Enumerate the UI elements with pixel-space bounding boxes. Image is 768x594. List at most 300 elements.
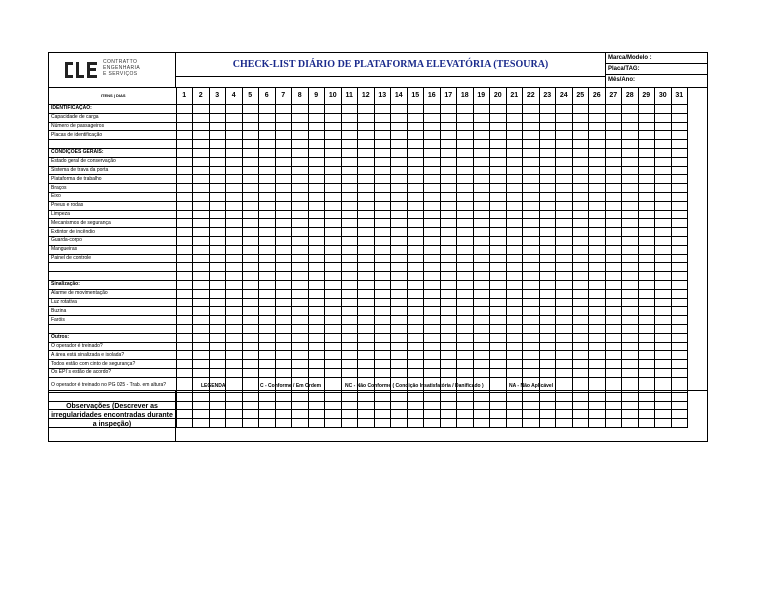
check-cell[interactable] (308, 219, 325, 228)
check-cell[interactable] (572, 105, 589, 114)
check-cell[interactable] (325, 307, 342, 316)
check-cell[interactable] (556, 298, 573, 307)
check-cell[interactable] (193, 192, 210, 201)
check-cell[interactable] (341, 254, 358, 263)
check-cell[interactable] (622, 245, 639, 254)
check-cell[interactable] (374, 184, 391, 193)
check-cell[interactable] (572, 360, 589, 369)
check-cell[interactable] (539, 175, 556, 184)
check-cell[interactable] (572, 392, 589, 401)
check-cell[interactable] (176, 419, 193, 428)
check-cell[interactable] (407, 401, 424, 410)
check-cell[interactable] (358, 401, 375, 410)
check-cell[interactable] (358, 254, 375, 263)
check-cell[interactable] (655, 298, 672, 307)
check-cell[interactable] (671, 419, 688, 428)
check-cell[interactable] (209, 254, 226, 263)
check-cell[interactable] (605, 105, 622, 114)
check-cell[interactable] (292, 131, 309, 140)
check-cell[interactable] (457, 254, 474, 263)
check-cell[interactable] (424, 236, 441, 245)
check-cell[interactable] (242, 280, 259, 289)
check-cell[interactable] (506, 333, 523, 342)
check-cell[interactable] (358, 210, 375, 219)
check-cell[interactable] (259, 280, 276, 289)
check-cell[interactable] (622, 219, 639, 228)
check-cell[interactable] (176, 210, 193, 219)
check-cell[interactable] (259, 272, 276, 281)
check-cell[interactable] (176, 307, 193, 316)
check-cell[interactable] (308, 254, 325, 263)
check-cell[interactable] (226, 105, 243, 114)
check-cell[interactable] (572, 307, 589, 316)
check-cell[interactable] (358, 298, 375, 307)
check-cell[interactable] (638, 175, 655, 184)
check-cell[interactable] (556, 324, 573, 333)
check-cell[interactable] (374, 351, 391, 360)
check-cell[interactable] (407, 166, 424, 175)
check-cell[interactable] (292, 324, 309, 333)
check-cell[interactable] (556, 307, 573, 316)
check-cell[interactable] (193, 105, 210, 114)
check-cell[interactable] (275, 324, 292, 333)
check-cell[interactable] (655, 245, 672, 254)
check-cell[interactable] (275, 166, 292, 175)
check-cell[interactable] (457, 289, 474, 298)
check-cell[interactable] (242, 175, 259, 184)
check-cell[interactable] (226, 360, 243, 369)
check-cell[interactable] (358, 307, 375, 316)
check-cell[interactable] (308, 342, 325, 351)
tag-field[interactable]: Placa/TAG: (606, 64, 707, 75)
check-cell[interactable] (440, 245, 457, 254)
check-cell[interactable] (275, 351, 292, 360)
check-cell[interactable] (325, 140, 342, 149)
check-cell[interactable] (556, 368, 573, 377)
check-cell[interactable] (589, 236, 606, 245)
check-cell[interactable] (457, 419, 474, 428)
check-cell[interactable] (193, 219, 210, 228)
check-cell[interactable] (308, 289, 325, 298)
check-cell[interactable] (506, 272, 523, 281)
check-cell[interactable] (259, 236, 276, 245)
check-cell[interactable] (176, 105, 193, 114)
check-cell[interactable] (275, 131, 292, 140)
check-cell[interactable] (589, 289, 606, 298)
check-cell[interactable] (407, 148, 424, 157)
check-cell[interactable] (242, 113, 259, 122)
check-cell[interactable] (506, 360, 523, 369)
check-cell[interactable] (572, 245, 589, 254)
check-cell[interactable] (176, 324, 193, 333)
check-cell[interactable] (209, 192, 226, 201)
check-cell[interactable] (341, 201, 358, 210)
check-cell[interactable] (209, 105, 226, 114)
check-cell[interactable] (655, 280, 672, 289)
check-cell[interactable] (671, 368, 688, 377)
check-cell[interactable] (374, 148, 391, 157)
check-cell[interactable] (275, 368, 292, 377)
check-cell[interactable] (638, 272, 655, 281)
check-cell[interactable] (226, 419, 243, 428)
check-cell[interactable] (424, 324, 441, 333)
check-cell[interactable] (490, 410, 507, 419)
check-cell[interactable] (572, 228, 589, 237)
check-cell[interactable] (292, 245, 309, 254)
check-cell[interactable] (193, 131, 210, 140)
check-cell[interactable] (490, 307, 507, 316)
check-cell[interactable] (242, 263, 259, 272)
check-cell[interactable] (490, 192, 507, 201)
check-cell[interactable] (572, 263, 589, 272)
check-cell[interactable] (209, 419, 226, 428)
check-cell[interactable] (308, 360, 325, 369)
check-cell[interactable] (473, 401, 490, 410)
check-cell[interactable] (424, 280, 441, 289)
check-cell[interactable] (176, 113, 193, 122)
check-cell[interactable] (556, 131, 573, 140)
check-cell[interactable] (523, 392, 540, 401)
check-cell[interactable] (407, 201, 424, 210)
check-cell[interactable] (605, 333, 622, 342)
check-cell[interactable] (457, 228, 474, 237)
check-cell[interactable] (589, 272, 606, 281)
check-cell[interactable] (374, 263, 391, 272)
check-cell[interactable] (226, 148, 243, 157)
check-cell[interactable] (523, 192, 540, 201)
check-cell[interactable] (572, 419, 589, 428)
check-cell[interactable] (506, 401, 523, 410)
check-cell[interactable] (242, 342, 259, 351)
check-cell[interactable] (655, 166, 672, 175)
check-cell[interactable] (308, 280, 325, 289)
check-cell[interactable] (374, 105, 391, 114)
check-cell[interactable] (440, 324, 457, 333)
check-cell[interactable] (622, 324, 639, 333)
check-cell[interactable] (407, 175, 424, 184)
check-cell[interactable] (655, 131, 672, 140)
check-cell[interactable] (226, 210, 243, 219)
check-cell[interactable] (556, 228, 573, 237)
check-cell[interactable] (391, 333, 408, 342)
check-cell[interactable] (407, 316, 424, 325)
check-cell[interactable] (638, 342, 655, 351)
check-cell[interactable] (226, 192, 243, 201)
check-cell[interactable] (655, 289, 672, 298)
check-cell[interactable] (424, 368, 441, 377)
check-cell[interactable] (358, 122, 375, 131)
check-cell[interactable] (358, 105, 375, 114)
check-cell[interactable] (242, 392, 259, 401)
check-cell[interactable] (242, 401, 259, 410)
check-cell[interactable] (490, 175, 507, 184)
check-cell[interactable] (407, 342, 424, 351)
check-cell[interactable] (490, 298, 507, 307)
check-cell[interactable] (589, 228, 606, 237)
check-cell[interactable] (341, 245, 358, 254)
check-cell[interactable] (473, 201, 490, 210)
check-cell[interactable] (556, 419, 573, 428)
check-cell[interactable] (358, 342, 375, 351)
check-cell[interactable] (275, 280, 292, 289)
check-cell[interactable] (506, 307, 523, 316)
check-cell[interactable] (440, 105, 457, 114)
check-cell[interactable] (275, 360, 292, 369)
check-cell[interactable] (325, 351, 342, 360)
check-cell[interactable] (424, 245, 441, 254)
check-cell[interactable] (490, 360, 507, 369)
check-cell[interactable] (308, 316, 325, 325)
check-cell[interactable] (374, 298, 391, 307)
check-cell[interactable] (622, 236, 639, 245)
check-cell[interactable] (341, 324, 358, 333)
check-cell[interactable] (275, 122, 292, 131)
check-cell[interactable] (275, 157, 292, 166)
check-cell[interactable] (242, 410, 259, 419)
check-cell[interactable] (605, 157, 622, 166)
check-cell[interactable] (638, 201, 655, 210)
check-cell[interactable] (523, 140, 540, 149)
check-cell[interactable] (193, 392, 210, 401)
check-cell[interactable] (572, 254, 589, 263)
check-cell[interactable] (358, 157, 375, 166)
check-cell[interactable] (275, 228, 292, 237)
check-cell[interactable] (176, 410, 193, 419)
check-cell[interactable] (407, 410, 424, 419)
check-cell[interactable] (374, 360, 391, 369)
check-cell[interactable] (589, 419, 606, 428)
check-cell[interactable] (176, 333, 193, 342)
check-cell[interactable] (605, 210, 622, 219)
check-cell[interactable] (374, 316, 391, 325)
check-cell[interactable] (391, 157, 408, 166)
check-cell[interactable] (226, 228, 243, 237)
check-cell[interactable] (275, 254, 292, 263)
check-cell[interactable] (209, 148, 226, 157)
check-cell[interactable] (424, 157, 441, 166)
check-cell[interactable] (556, 175, 573, 184)
check-cell[interactable] (341, 157, 358, 166)
check-cell[interactable] (556, 105, 573, 114)
check-cell[interactable] (440, 401, 457, 410)
check-cell[interactable] (242, 166, 259, 175)
check-cell[interactable] (193, 263, 210, 272)
check-cell[interactable] (325, 184, 342, 193)
check-cell[interactable] (341, 219, 358, 228)
check-cell[interactable] (490, 333, 507, 342)
check-cell[interactable] (490, 105, 507, 114)
check-cell[interactable] (259, 351, 276, 360)
check-cell[interactable] (308, 184, 325, 193)
check-cell[interactable] (391, 219, 408, 228)
check-cell[interactable] (424, 342, 441, 351)
check-cell[interactable] (671, 219, 688, 228)
check-cell[interactable] (622, 360, 639, 369)
check-cell[interactable] (523, 122, 540, 131)
check-cell[interactable] (539, 236, 556, 245)
check-cell[interactable] (539, 201, 556, 210)
check-cell[interactable] (638, 140, 655, 149)
check-cell[interactable] (655, 351, 672, 360)
check-cell[interactable] (391, 316, 408, 325)
check-cell[interactable] (671, 245, 688, 254)
check-cell[interactable] (226, 289, 243, 298)
check-cell[interactable] (407, 392, 424, 401)
check-cell[interactable] (622, 131, 639, 140)
check-cell[interactable] (440, 219, 457, 228)
check-cell[interactable] (374, 333, 391, 342)
check-cell[interactable] (523, 131, 540, 140)
check-cell[interactable] (605, 131, 622, 140)
check-cell[interactable] (407, 368, 424, 377)
check-cell[interactable] (424, 360, 441, 369)
check-cell[interactable] (473, 113, 490, 122)
check-cell[interactable] (407, 272, 424, 281)
check-cell[interactable] (655, 148, 672, 157)
check-cell[interactable] (391, 351, 408, 360)
check-cell[interactable] (473, 254, 490, 263)
check-cell[interactable] (457, 166, 474, 175)
check-cell[interactable] (589, 401, 606, 410)
check-cell[interactable] (572, 401, 589, 410)
check-cell[interactable] (589, 131, 606, 140)
check-cell[interactable] (292, 342, 309, 351)
check-cell[interactable] (638, 245, 655, 254)
check-cell[interactable] (556, 201, 573, 210)
check-cell[interactable] (523, 105, 540, 114)
check-cell[interactable] (341, 236, 358, 245)
check-cell[interactable] (308, 210, 325, 219)
check-cell[interactable] (622, 401, 639, 410)
check-cell[interactable] (292, 307, 309, 316)
check-cell[interactable] (440, 419, 457, 428)
check-cell[interactable] (589, 333, 606, 342)
check-cell[interactable] (275, 333, 292, 342)
check-cell[interactable] (506, 289, 523, 298)
check-cell[interactable] (490, 166, 507, 175)
check-cell[interactable] (193, 324, 210, 333)
check-cell[interactable] (440, 140, 457, 149)
check-cell[interactable] (539, 166, 556, 175)
check-cell[interactable] (572, 122, 589, 131)
check-cell[interactable] (638, 419, 655, 428)
check-cell[interactable] (176, 360, 193, 369)
check-cell[interactable] (226, 263, 243, 272)
check-cell[interactable] (193, 122, 210, 131)
check-cell[interactable] (671, 254, 688, 263)
check-cell[interactable] (259, 333, 276, 342)
check-cell[interactable] (473, 131, 490, 140)
check-cell[interactable] (539, 263, 556, 272)
check-cell[interactable] (638, 351, 655, 360)
check-cell[interactable] (655, 316, 672, 325)
check-cell[interactable] (374, 157, 391, 166)
check-cell[interactable] (506, 342, 523, 351)
check-cell[interactable] (671, 401, 688, 410)
check-cell[interactable] (292, 228, 309, 237)
check-cell[interactable] (473, 175, 490, 184)
check-cell[interactable] (506, 254, 523, 263)
check-cell[interactable] (193, 298, 210, 307)
check-cell[interactable] (490, 228, 507, 237)
check-cell[interactable] (589, 307, 606, 316)
check-cell[interactable] (457, 184, 474, 193)
check-cell[interactable] (391, 166, 408, 175)
check-cell[interactable] (374, 140, 391, 149)
check-cell[interactable] (209, 175, 226, 184)
check-cell[interactable] (259, 410, 276, 419)
check-cell[interactable] (308, 245, 325, 254)
check-cell[interactable] (358, 175, 375, 184)
check-cell[interactable] (605, 419, 622, 428)
check-cell[interactable] (605, 410, 622, 419)
check-cell[interactable] (374, 410, 391, 419)
check-cell[interactable] (440, 272, 457, 281)
check-cell[interactable] (638, 280, 655, 289)
check-cell[interactable] (490, 280, 507, 289)
check-cell[interactable] (259, 263, 276, 272)
check-cell[interactable] (440, 148, 457, 157)
check-cell[interactable] (209, 236, 226, 245)
check-cell[interactable] (176, 342, 193, 351)
check-cell[interactable] (275, 210, 292, 219)
check-cell[interactable] (391, 419, 408, 428)
check-cell[interactable] (341, 368, 358, 377)
check-cell[interactable] (671, 210, 688, 219)
check-cell[interactable] (506, 210, 523, 219)
check-cell[interactable] (506, 392, 523, 401)
check-cell[interactable] (226, 236, 243, 245)
check-cell[interactable] (655, 263, 672, 272)
check-cell[interactable] (391, 289, 408, 298)
check-cell[interactable] (638, 298, 655, 307)
check-cell[interactable] (275, 236, 292, 245)
check-cell[interactable] (374, 192, 391, 201)
check-cell[interactable] (556, 272, 573, 281)
check-cell[interactable] (242, 298, 259, 307)
check-cell[interactable] (325, 254, 342, 263)
check-cell[interactable] (539, 192, 556, 201)
check-cell[interactable] (292, 351, 309, 360)
check-cell[interactable] (242, 419, 259, 428)
check-cell[interactable] (242, 122, 259, 131)
check-cell[interactable] (638, 105, 655, 114)
check-cell[interactable] (440, 410, 457, 419)
check-cell[interactable] (292, 148, 309, 157)
check-cell[interactable] (622, 280, 639, 289)
check-cell[interactable] (275, 272, 292, 281)
check-cell[interactable] (259, 289, 276, 298)
check-cell[interactable] (556, 157, 573, 166)
check-cell[interactable] (407, 122, 424, 131)
check-cell[interactable] (523, 316, 540, 325)
check-cell[interactable] (242, 351, 259, 360)
check-cell[interactable] (622, 410, 639, 419)
check-cell[interactable] (473, 360, 490, 369)
check-cell[interactable] (209, 219, 226, 228)
check-cell[interactable] (358, 245, 375, 254)
check-cell[interactable] (407, 210, 424, 219)
check-cell[interactable] (308, 228, 325, 237)
check-cell[interactable] (325, 175, 342, 184)
check-cell[interactable] (655, 342, 672, 351)
check-cell[interactable] (506, 113, 523, 122)
check-cell[interactable] (523, 175, 540, 184)
check-cell[interactable] (539, 140, 556, 149)
check-cell[interactable] (490, 392, 507, 401)
check-cell[interactable] (671, 166, 688, 175)
check-cell[interactable] (457, 401, 474, 410)
